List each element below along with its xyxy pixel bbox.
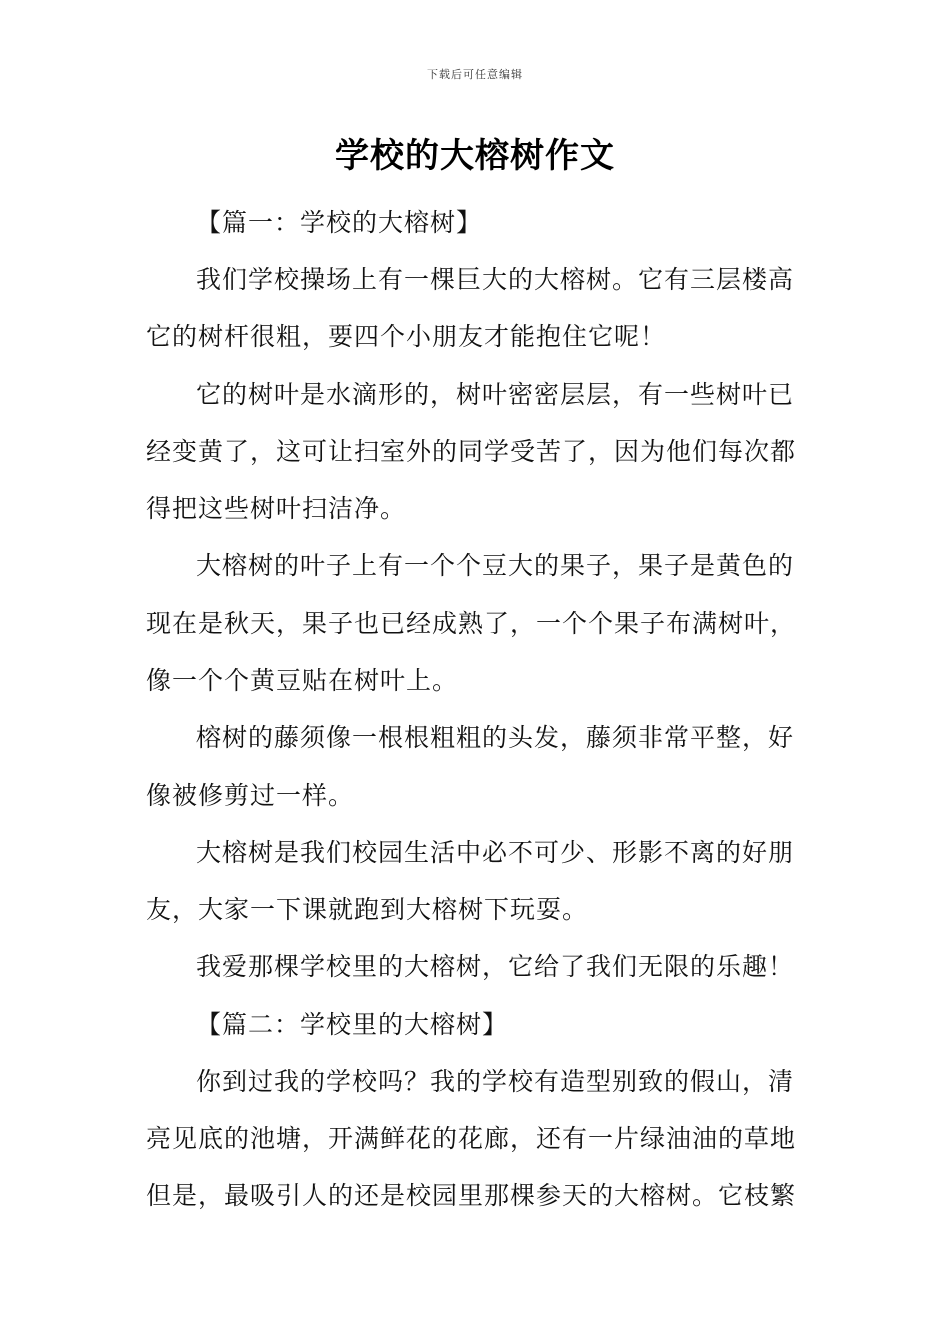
paragraph-line: 榕树的藤须像一根根粗粗的头发，藤须非常平整，好: [196, 723, 795, 752]
paragraph-line: 像被修剪过一样。: [146, 781, 355, 810]
paragraph-line: 它的树叶是水滴形的，树叶密密层层，有一些树叶已: [196, 380, 795, 409]
paragraph-line: 得把这些树叶扫洁净。: [146, 494, 407, 523]
document-title: 学校的大榕树作文: [335, 136, 615, 176]
paragraph-line: 亮见底的池塘，开满鲜花的花廊，还有一片绿油油的草地: [146, 1124, 797, 1153]
paragraph-line: 大榕树是我们校园生活中必不可少、形影不离的好朋: [196, 838, 795, 867]
paragraph-line: 你到过我的学校吗？我的学校有造型别致的假山，清: [196, 1067, 795, 1096]
section-heading-1: 【篇一：学校的大榕树】: [196, 208, 483, 237]
paragraph-line: 我们学校操场上有一棵巨大的大榕树。它有三层楼高: [196, 265, 795, 294]
paragraph-line: 但是，最吸引人的还是校园里那棵参天的大榕树。它枝繁: [146, 1181, 797, 1210]
paragraph-line: 它的树杆很粗，要四个小朋友才能抱住它呢！: [146, 322, 667, 351]
section-heading-2: 【篇二：学校里的大榕树】: [196, 1010, 509, 1039]
paragraph-line: 大榕树的叶子上有一个个豆大的果子，果子是黄色的: [196, 551, 795, 580]
header-note: 下载后可任意编辑: [427, 68, 523, 81]
paragraph-line: 现在是秋天，果子也已经成熟了，一个个果子布满树叶，: [146, 609, 797, 638]
paragraph-line: 像一个个黄豆贴在树叶上。: [146, 666, 459, 695]
paragraph-line: 友，大家一下课就跑到大榕树下玩耍。: [146, 895, 589, 924]
paragraph-line: 经变黄了，这可让扫室外的同学受苦了，因为他们每次都: [146, 437, 797, 466]
paragraph-line: 我爱那棵学校里的大榕树，它给了我们无限的乐趣！: [196, 952, 795, 981]
